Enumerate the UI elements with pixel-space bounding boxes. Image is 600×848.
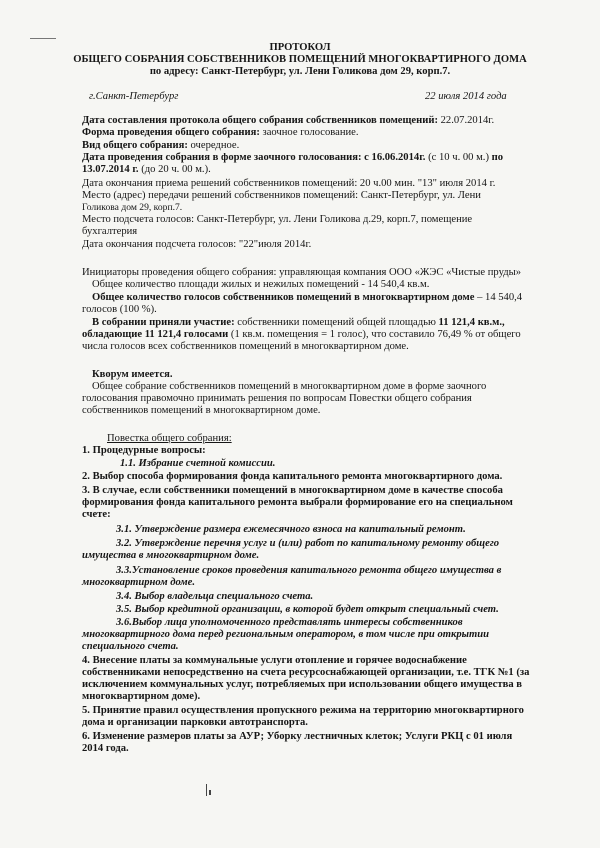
meeting-type-line: Вид общего собрания: очередное. (82, 140, 240, 151)
document-address: по адресу: Санкт-Петербург, ул. Лени Голикова дом 29, корп.7. (149, 66, 451, 77)
agenda-item-2: 2. Выбор способа формирования фонда капитального ремонта многоквартирного дома. (82, 471, 503, 482)
agenda-item-3-line-2: формирования фонда капитального ремонта выбрали формирование его на специальном (82, 497, 513, 508)
meeting-form-line: Форма проведения общего собрания: заочное голосование. (82, 127, 359, 138)
agenda-item-1: 1. Процедурные вопросы: (82, 445, 206, 456)
count-place-line: Место подсчета голосов: Санкт-Петербург, ул. Лени Голикова д.29, корп.7, помещение (82, 214, 473, 225)
agenda-sub-3-2-line-2: имущества в многоквартирном доме. (82, 550, 260, 561)
scan-mark (209, 790, 211, 795)
count-end-line: Дата окончания подсчета голосов: "22"июля 2014г. (82, 239, 312, 250)
quorum-line: Общее собрание собственников помещений в многоквартирном доме в форме заочного (92, 381, 487, 392)
transfer-place-line: Место (адрес) передачи решений собственников помещений: Санкт-Петербург, ул. Лени (82, 190, 481, 201)
agenda-item-4-line-2: собственниками непосредственно на счета ресурсоснабжающей организации, т.е. ТГК №1 (за (82, 667, 530, 678)
agenda-item-4: 4. Внесение платы за коммунальные услуги отопление и горячее водоснабжение (82, 655, 467, 666)
agenda-title: Повестка общего собрания: (107, 433, 232, 444)
total-area-line: Общее количество площади жилых и нежилых помещений - 14 540,4 кв.м. (92, 279, 430, 290)
agenda-item-6-line-2: 2014 года. (82, 743, 129, 754)
agenda-item-6: 6. Изменение размеров платы за АУР; Уборку лестничных клеток; Услуги РКЦ с 01 июля (82, 731, 513, 742)
count-place-line-2: бухгалтерия (82, 226, 138, 237)
agenda-item-5: 5. Принятие правил осуществления пропускного режима на территорию многоквартирного (82, 705, 524, 716)
agenda-sub-3-2: 3.2. Утверждение перечня услуг и (или) работ по капитальному ремонту общего (116, 538, 500, 549)
total-votes-line: Общее количество голосов собственников помещений в многоквартирном доме – 14 540,4 (92, 292, 523, 303)
agenda-item-3-line-3: счете: (82, 509, 111, 520)
transfer-place-line-2: Голикова дом 29, корп.7. (82, 202, 183, 213)
agenda-item-3: 3. В случае, если собственники помещений в многоквартирном доме в качестве способа (82, 485, 503, 496)
agenda-sub-3-6-line-2: многоквартирного дома перед региональным оператором, в том числе при открытии (82, 629, 490, 640)
total-votes-line-2: голосов (100 %). (82, 304, 157, 315)
agenda-sub-3-1: 3.1. Утверждение размера ежемесячного взноса на капитальный ремонт. (116, 524, 466, 535)
held-dates-line: Дата проведения собрания в форме заочного голосования: с 16.06.2014г. (с 10 ч. 00 м.) по (82, 152, 504, 163)
agenda-sub-3-3: 3.3.Установление сроков проведения капитального ремонта общего имущества в (116, 565, 502, 576)
agenda-sub-3-5: 3.5. Выбор кредитной организации, в которой будет открыт специальный счет. (116, 604, 499, 615)
agenda-item-1-1: 1.1. Избрание счетной комиссии. (120, 458, 276, 469)
agenda-sub-3-6: 3.6.Выбор лица уполномоченного представлять интересы собственников (116, 617, 463, 628)
scan-mark (206, 784, 207, 796)
initiators-line: Инициаторы проведения общего собрания: управляющая компания ООО «ЖЭС «Чистые пруды» (82, 267, 522, 278)
agenda-item-5-line-2: дома и организации парковки автотранспорта. (82, 717, 308, 728)
scan-mark (30, 38, 56, 39)
quorum-line-2: голосования правомочно принимать решения по вопросам Повестки общего собрания (82, 393, 472, 404)
document-date: 22 июля 2014 года (425, 91, 507, 102)
document-city: г.Санкт-Петербург (89, 91, 179, 102)
agenda-sub-3-4: 3.4. Выбор владельца специального счета. (116, 591, 314, 602)
held-dates-line-2: 13.07.2014 г. (до 20 ч. 00 м.). (82, 164, 211, 175)
agenda-sub-3-3-line-2: многоквартирном доме. (82, 577, 195, 588)
document-title: ПРОТОКОЛ (269, 42, 331, 53)
agenda-item-4-line-3: исключением коммунальных услуг, потребляемых при использовании общего имущества в (82, 679, 522, 690)
agenda-sub-3-6-line-3: специального счета. (82, 641, 179, 652)
document-subtitle: ОБЩЕГО СОБРАНИЯ СОБСТВЕННИКОВ ПОМЕЩЕНИЙ МНОГОКВАРТИРНОГО ДОМА (73, 54, 527, 65)
participation-line: В собрании приняли участие: собственники помещений общей площадью 11 121,4 кв.м., (92, 317, 505, 328)
participation-line-2: обладающие 11 121,4 голосами (1 кв.м. помещения = 1 голос), что составило 76,49 % от общего (82, 329, 521, 340)
agenda-item-4-line-4: многоквартирном доме). (82, 691, 201, 702)
participation-line-3: числа голосов всех собственников помещений в многоквартирном доме. (82, 341, 409, 352)
end-receive-line: Дата окончания приема решений собственников помещений: 20 ч.00 мин. "13" июля 2014 г. (82, 178, 496, 189)
compiled-date-line: Дата составления протокола общего собрания собственников помещений: 22.07.2014г. (82, 115, 495, 126)
quorum-line-3: собственников помещений в многоквартирном доме. (82, 405, 321, 416)
quorum-title: Кворум имеется. (92, 369, 173, 380)
